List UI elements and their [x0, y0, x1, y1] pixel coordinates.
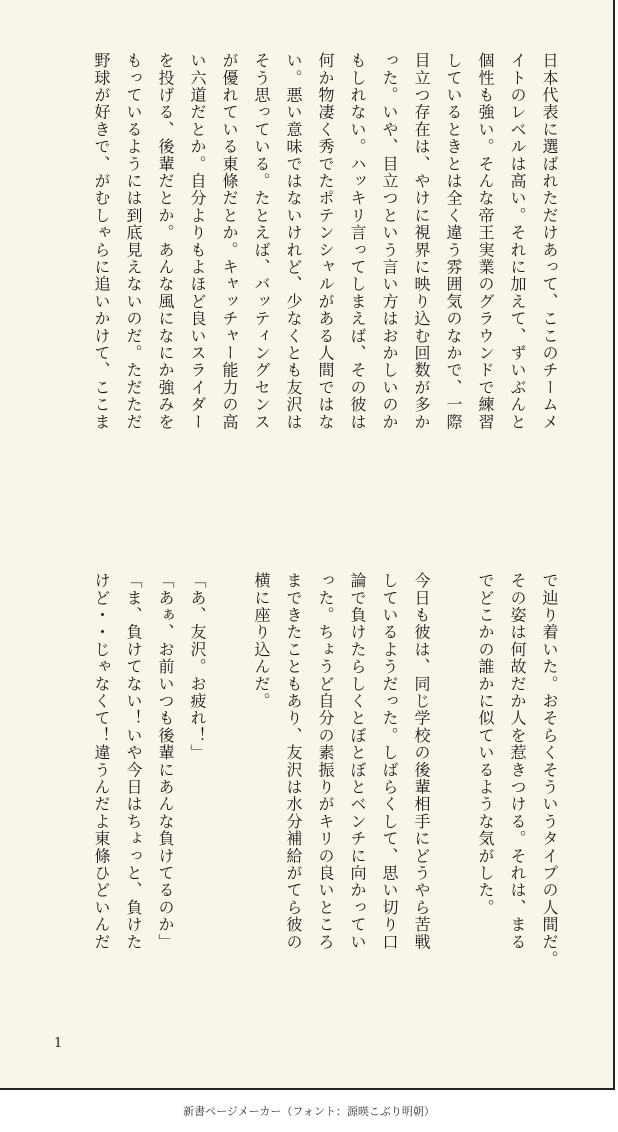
footer-credit: 新書ページメーカー（フォント：源暎こぶり明朝）: [183, 1105, 435, 1118]
lower-text-block: で辿り着いた。おそらくそういうタイプの人間だ。 その姿は何故だか人を惹きつける。それは、まる でどこかの誰かに似ているような気がした。 今日も彼は、同じ学校の後輩相手にどうやら苦戦 しているようだった。しばらくして、思い切り口 論で負けたらしくとぼとぼとベンチに向かってい った。ちょうど自分の素振りがキリの良いところ まできたこともあり、友沢は水分補給がてら彼の 横に座り込んだ。 「あ、友沢。お疲れ！」 「あぁ、お前いつも後輩にあんな負けてるのか」 「ま、負けてない！いや今日はちょっと、負けた けど・・じゃなくて！違うんだよ東條ひどいんだ: [92, 572, 559, 968]
upper-text-block: 日本代表に選ばれただけあって、ここのチームメ イトのレベルは高い。それに加えて、ずいぶんと 個性も強い。そんな帝王実業のグラウンドで練習 しているときとは全く違う雰囲気のなかで、一際 目立つ存在は、やけに視界に映り込む回数が多か った。いや、目立つという言い方はおかしいのか もしれない。ハッキリ言ってしまえば、その彼は 何か物凄く秀でたポテンシャルがある人間ではな い。悪い意味ではないけれど、少なくとも友沢は そう思っている。たとえば、バッティングセンス が優れている東條だとか。キャッチャー能力の高 い六道だとか。自分よりもよほど良いスライダー を投げる、後輩だとか。あんな風になにか強みを もっているようには到底見えないのだ。ただただ 野球が好きで、がむしゃらに追いかけて、ここま: [92, 52, 559, 431]
page-number: 1: [54, 1036, 63, 1051]
